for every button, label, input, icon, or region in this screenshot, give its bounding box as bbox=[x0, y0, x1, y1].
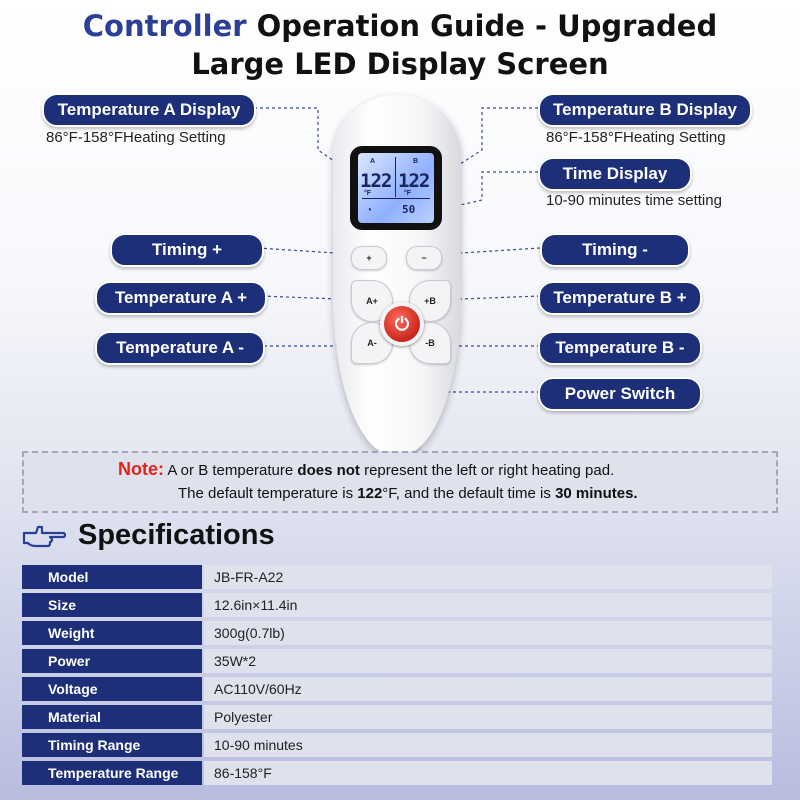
note-l2-bold2: 30 minutes. bbox=[555, 485, 638, 502]
lcd-b-mark: B bbox=[413, 158, 419, 165]
temp-b-plus-label: Temperature B + bbox=[538, 281, 702, 315]
spec-value: 86-158°F bbox=[204, 761, 772, 785]
spec-value: Polyester bbox=[204, 705, 772, 729]
spec-value: 35W*2 bbox=[204, 649, 772, 673]
lcd-unit-a: °F bbox=[364, 190, 372, 197]
note-line-1 bbox=[118, 459, 614, 480]
title-rest: Operation Guide - Upgraded bbox=[246, 9, 718, 43]
temp-a-minus-label: Temperature A - bbox=[95, 331, 265, 365]
timing-plus-button[interactable] bbox=[351, 246, 387, 270]
lcd-time: 50 bbox=[402, 203, 416, 216]
lcd-divider bbox=[395, 157, 396, 197]
power-switch-label: Power Switch bbox=[538, 377, 702, 411]
lcd-unit-b: °F bbox=[404, 190, 412, 197]
spec-row bbox=[22, 705, 772, 729]
note-l2-bold1: 122 bbox=[357, 485, 383, 502]
note-label: Note: bbox=[118, 459, 164, 479]
lcd-display bbox=[358, 153, 434, 223]
btn-b-minus-label: -B bbox=[425, 338, 435, 348]
note-l2-mid: °F, and the default time is bbox=[382, 485, 556, 502]
spec-value: 12.6in×11.4in bbox=[204, 593, 772, 617]
time-display-label: Time Display bbox=[538, 157, 692, 191]
timing-plus-symbol: + bbox=[366, 253, 372, 263]
pointing-hand-icon bbox=[22, 521, 66, 551]
power-button[interactable] bbox=[380, 302, 424, 346]
note-l1-bold: does not bbox=[297, 462, 360, 479]
note-l1-post: represent the left or right heating pad. bbox=[359, 462, 615, 479]
note-l1-pre: A or B temperature bbox=[164, 462, 298, 479]
spec-label: Model bbox=[22, 565, 202, 589]
clock-icon: ◔ bbox=[366, 205, 373, 216]
specifications-title: Specifications bbox=[78, 519, 275, 551]
timing-minus-label: Timing - bbox=[540, 233, 690, 267]
time-desc: 10-90 minutes time setting bbox=[546, 192, 722, 209]
note-l2-pre: The default temperature is bbox=[178, 485, 358, 502]
spec-label: Weight bbox=[22, 621, 202, 645]
temp-a-desc: 86°F-158°FHeating Setting bbox=[46, 129, 226, 146]
spec-row bbox=[22, 565, 772, 589]
spec-label: Size bbox=[22, 593, 202, 617]
spec-value: 300g(0.7lb) bbox=[204, 621, 772, 645]
temp-a-plus-label: Temperature A + bbox=[95, 281, 267, 315]
specifications-header bbox=[22, 519, 275, 552]
lcd-a-mark: A bbox=[370, 158, 376, 165]
spec-value: JB-FR-A22 bbox=[204, 565, 772, 589]
btn-a-minus-label: A- bbox=[367, 338, 377, 348]
spec-row bbox=[22, 733, 772, 757]
title-accent: Controller bbox=[82, 9, 247, 43]
btn-a-plus-label: A+ bbox=[366, 296, 378, 306]
lcd-hline bbox=[362, 198, 430, 199]
timing-plus-label: Timing + bbox=[110, 233, 264, 267]
spec-label: Timing Range bbox=[22, 733, 202, 757]
spec-row bbox=[22, 621, 772, 645]
temp-b-display-label: Temperature B Display bbox=[538, 93, 752, 127]
btn-b-plus-label: +B bbox=[424, 296, 436, 306]
spec-row bbox=[22, 677, 772, 701]
spec-row bbox=[22, 649, 772, 673]
spec-label: Material bbox=[22, 705, 202, 729]
lcd-temp-b: 122 bbox=[398, 170, 430, 192]
lcd-temp-a: 122 bbox=[360, 170, 392, 192]
timing-minus-symbol: − bbox=[421, 253, 427, 263]
temp-b-minus-label: Temperature B - bbox=[538, 331, 702, 365]
spec-label: Power bbox=[22, 649, 202, 673]
spec-label: Voltage bbox=[22, 677, 202, 701]
spec-row bbox=[22, 761, 772, 785]
page-title-line2: Large LED Display Screen bbox=[191, 47, 609, 81]
timing-minus-button[interactable] bbox=[406, 246, 442, 270]
spec-value: 10-90 minutes bbox=[204, 733, 772, 757]
spec-row bbox=[22, 593, 772, 617]
power-icon: ⏻ bbox=[394, 313, 410, 334]
note-line-2 bbox=[178, 485, 638, 502]
temp-b-desc: 86°F-158°FHeating Setting bbox=[546, 129, 726, 146]
note-box bbox=[22, 451, 778, 513]
temp-a-display-label: Temperature A Display bbox=[42, 93, 256, 127]
spec-value: AC110V/60Hz bbox=[204, 677, 772, 701]
spec-label: Temperature Range bbox=[22, 761, 202, 785]
